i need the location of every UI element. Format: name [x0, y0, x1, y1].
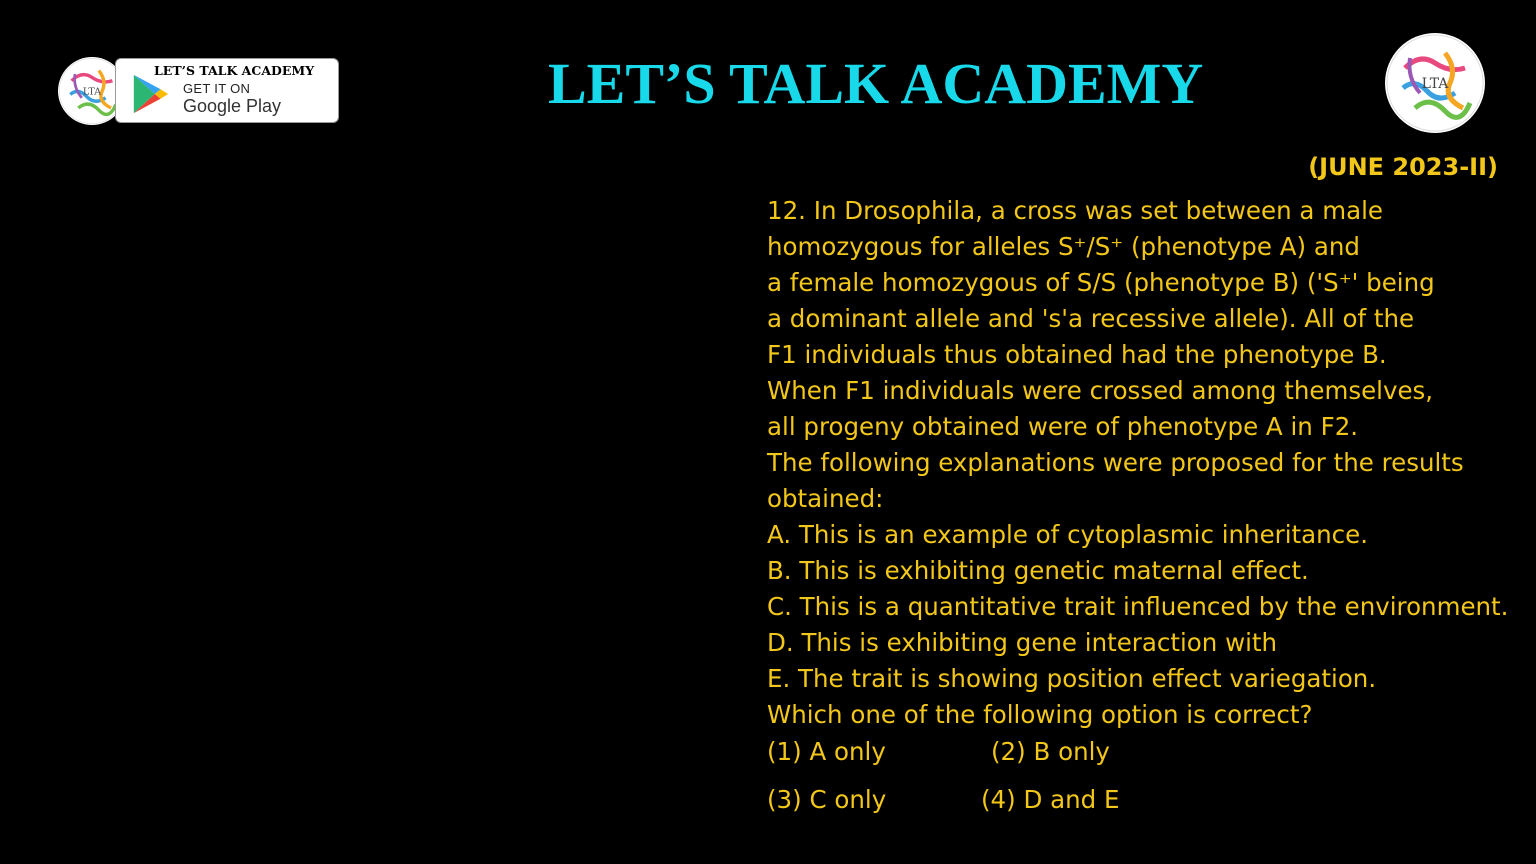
svg-text:LTA: LTA	[1421, 76, 1449, 92]
question-line: homozygous for alleles S⁺/S⁺ (phenotype A) and	[767, 232, 1360, 261]
lta-logo-icon	[1385, 33, 1485, 133]
option-1: (1) A only	[767, 737, 886, 766]
statement-c: C. This is a quantitative trait influenced by the environment.	[767, 592, 1509, 621]
question-text	[767, 193, 1527, 733]
question-line: 12. In Drosophila, a cross was set between a male	[767, 196, 1383, 225]
question-line: all progeny obtained were of phenotype A in F2.	[767, 412, 1359, 441]
option-2: (2) B only	[991, 737, 1110, 766]
question-line: a female homozygous of S/S (phenotype B) ('S⁺' being	[767, 268, 1435, 297]
question-prompt: Which one of the following option is correct?	[767, 700, 1313, 729]
google-play-icon	[130, 73, 172, 115]
question-line: F1 individuals thus obtained had the phenotype B.	[767, 340, 1387, 369]
page-title: LET’S TALK ACADEMY	[548, 51, 1204, 116]
google-play-badge[interactable]	[115, 58, 339, 123]
question-line: When F1 individuals were crossed among themselves,	[767, 376, 1434, 405]
question-line: obtained:	[767, 484, 884, 513]
badge-store-name: Google Play	[183, 96, 282, 116]
badge-get-it-on: GET IT ON	[183, 81, 251, 96]
statement-b: B. This is exhibiting genetic maternal effect.	[767, 556, 1309, 585]
statement-d: D. This is exhibiting gene interaction with	[767, 628, 1278, 657]
option-3: (3) C only	[767, 785, 887, 814]
question-line: The following explanations were proposed for the results	[767, 448, 1464, 477]
exam-tag: (JUNE 2023-II)	[1308, 153, 1498, 181]
question-line: a dominant allele and 's'a recessive allele). All of the	[767, 304, 1415, 333]
badge-brand-text: LET’S TALK ACADEMY	[154, 63, 315, 78]
option-4: (4) D and E	[981, 785, 1120, 814]
statement-a: A. This is an example of cytoplasmic inheritance.	[767, 520, 1369, 549]
svg-text:LTA: LTA	[82, 86, 102, 98]
statement-e: E. The trait is showing position effect variegation.	[767, 664, 1377, 693]
